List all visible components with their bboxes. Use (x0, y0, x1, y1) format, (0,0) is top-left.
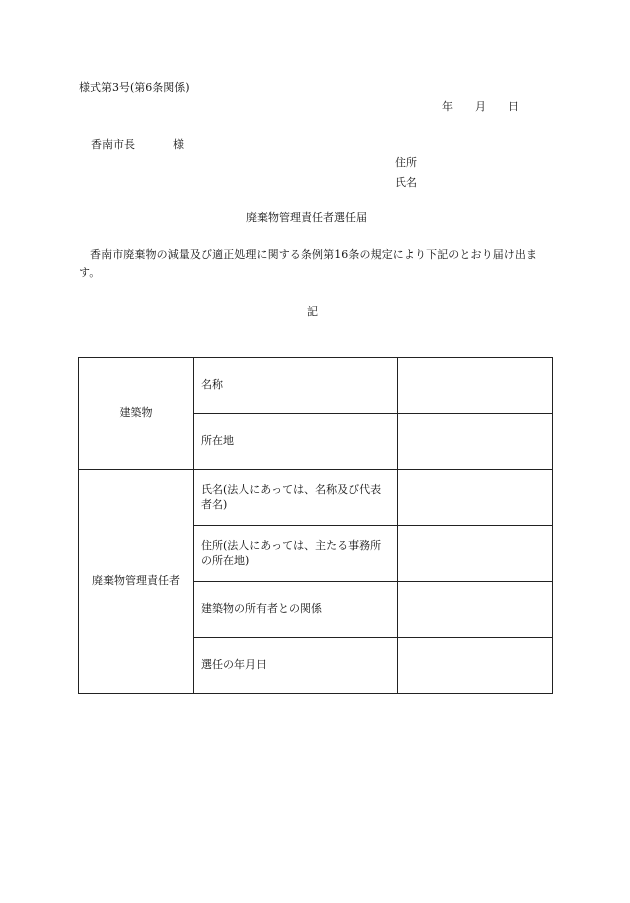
addressee-honorific: 様 (173, 138, 184, 151)
row-label: 名称 (194, 358, 398, 414)
row-label: 建築物の所有者との関係 (194, 582, 398, 638)
row-label: 住所(法人にあっては、主たる事務所の所在地) (194, 526, 398, 582)
value-cell-manager-address[interactable] (398, 526, 553, 582)
group-label-manager: 廃棄物管理責任者 (79, 470, 194, 694)
group-label-building: 建築物 (79, 358, 194, 470)
date-line (442, 100, 519, 113)
value-cell-appointment-date[interactable] (398, 638, 553, 694)
row-label: 選任の年月日 (194, 638, 398, 694)
body-text: 香南市廃棄物の減量及び適正処理に関する条例第16条の規定により下記のとおり届け出ます。 (79, 248, 538, 279)
ki-heading: 記 (307, 305, 318, 318)
date-year-label: 年 (442, 100, 453, 113)
value-cell-owner-relation[interactable] (398, 582, 553, 638)
value-cell-building-location[interactable] (398, 414, 553, 470)
form-table (78, 357, 553, 694)
applicant-address-label: 住所 (395, 156, 417, 169)
row-label: 氏名(法人にあっては、名称及び代表者名) (194, 470, 398, 526)
document-title: 廃棄物管理責任者選任届 (246, 211, 367, 224)
value-cell-building-name[interactable] (398, 358, 553, 414)
table-row (79, 470, 553, 526)
date-day-label: 日 (508, 100, 519, 113)
table-row (79, 358, 553, 414)
form-number: 様式第3号(第6条関係) (79, 81, 190, 94)
applicant-name-label: 氏名 (395, 176, 417, 189)
value-cell-manager-name[interactable] (398, 470, 553, 526)
row-label: 所在地 (194, 414, 398, 470)
addressee (91, 138, 184, 151)
date-month-label: 月 (475, 100, 486, 113)
addressee-name: 香南市長 (91, 138, 135, 151)
